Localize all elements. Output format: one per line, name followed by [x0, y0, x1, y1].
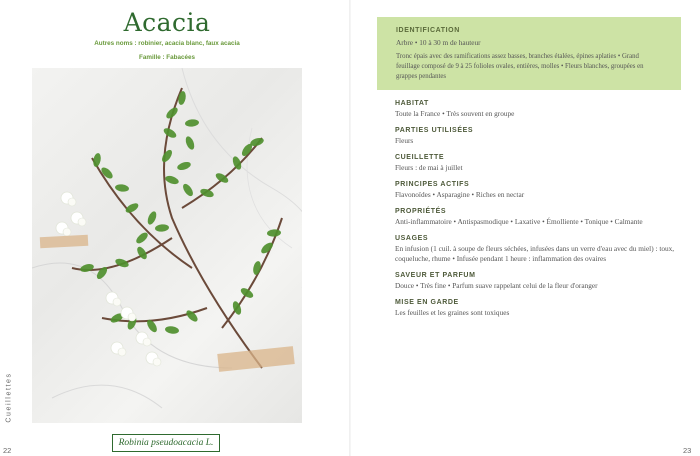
plant-sections — [395, 99, 685, 325]
section-text: Douce • Très fine • Parfum suave rappelant celui de la fleur d'oranger — [395, 281, 598, 290]
other-names: Autres noms : robinier, acacia blanc, faux acacia — [94, 40, 240, 47]
section-usages — [395, 234, 685, 264]
herbarium-photo — [32, 68, 302, 423]
plant-family: Famille : Fabacées — [139, 54, 195, 61]
section-cueillette — [395, 153, 685, 173]
identification-line2: Tronc épais avec des ramifications assez basses, branches étalées, épines aplaties • Grand feuillage composé de 9 à 25 folioles ovales, entières, molles • Fleurs blanches, groupées en grappes pendantes — [396, 53, 644, 80]
section-saveur-parfum — [395, 271, 685, 291]
section-heading: HABITAT — [395, 100, 429, 107]
section-text: Fleurs — [395, 136, 414, 145]
section-parties-utilisees — [395, 126, 685, 146]
running-head: Cueillettes — [5, 372, 13, 423]
section-mise-en-garde — [395, 298, 685, 318]
section-text: Les feuilles et les graines sont toxiques — [395, 308, 510, 317]
identification-line1: Arbre • 10 à 30 m de hauteur — [396, 38, 481, 47]
section-heading: MISE EN GARDE — [395, 299, 459, 306]
section-heading: SAVEUR ET PARFUM — [395, 272, 476, 279]
page-title: Acacia — [123, 8, 211, 37]
section-text: Fleurs : de mai à juillet — [395, 163, 463, 172]
section-heading: PRINCIPES ACTIFS — [395, 181, 470, 188]
section-habitat — [395, 99, 685, 119]
section-text: Anti-inflammatoire • Antispasmodique • Laxative • Émolliente • Tonique • Calmante — [395, 217, 643, 226]
page-number-right: 23 — [683, 446, 692, 455]
botanical-name: Robinia pseudoacacia L. — [112, 434, 220, 452]
section-heading: PARTIES UTILISÉES — [395, 127, 474, 134]
identification-heading: IDENTIFICATION — [396, 27, 460, 34]
section-text: Flavonoïdes • Asparagine • Riches en nectar — [395, 190, 525, 199]
section-heading: PROPRIÉTÉS — [395, 208, 447, 215]
section-text: En infusion (1 cuil. à soupe de fleurs séchées, infusées dans un verre d'eau avec du miel) : toux, coqueluche, rhume • Infusée pendant 1 heure : inflammation des ovaires — [395, 244, 675, 263]
section-text: Toute la France • Très souvent en groupe — [395, 109, 515, 118]
section-principes-actifs — [395, 180, 685, 200]
section-heading: CUEILLETTE — [395, 154, 445, 161]
identification-box — [377, 17, 681, 90]
section-proprietes — [395, 207, 685, 227]
book-gutter — [349, 0, 351, 456]
page-number-left: 22 — [3, 446, 12, 455]
section-heading: USAGES — [395, 235, 429, 242]
